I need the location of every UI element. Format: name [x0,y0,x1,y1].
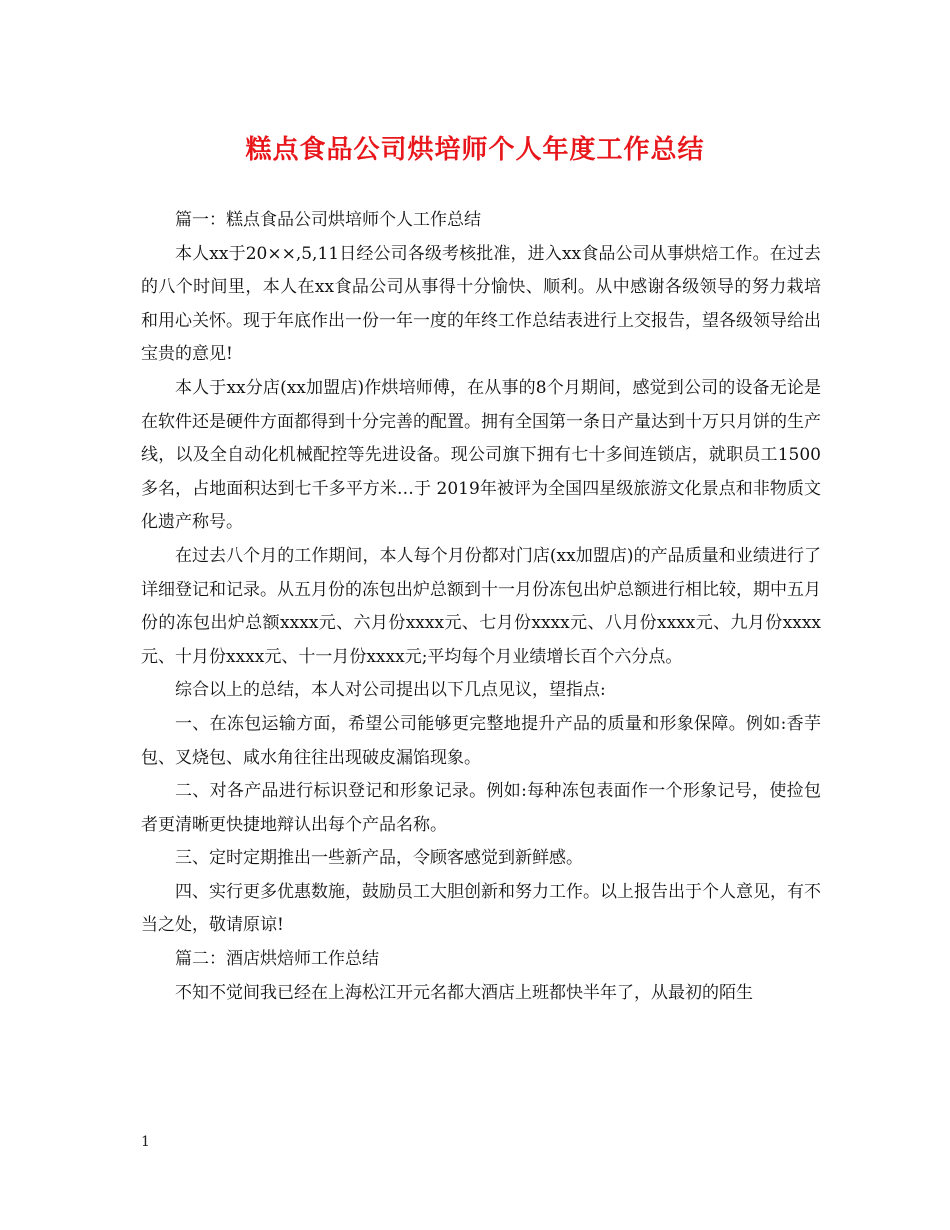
document-title: 糕点食品公司烘培师个人年度工作总结 [245,135,705,165]
suggestion-item: 二、对各产品进行标识登记和形象记录。例如:每种冻包表面作一个形象记号，使捡包者更清晰更快捷地辩认出每个产品名称。 [141,781,821,835]
section-heading-2: 篇二：酒店烘焙师工作总结 [175,949,379,970]
page-number: 1 [141,1134,150,1150]
paragraph: 在过去八个月的工作期间，本人每个月份都对门店(xx加盟店)的产品质量和业绩进行了详细登记和记录。从五月份的冻包出炉总额到十一月份冻包出炉总额进行相比较，期中五月份的冻包出炉总额xxxx元、六月份xxxx元、七月份xxxx元、八月份xxxx元、九月份xxxx元、十月份xxxx元、十一月份xxxx元;平均每个月业绩增长百个六分点。 [141,545,821,667]
suggestion-item: 一、在冻包运输方面，希望公司能够更完整地提升产品的质量和形象保障。例如:香芋包、叉烧包、咸水角往往出现破皮漏馅现象。 [141,713,821,768]
paragraph: 本人xx于20××,5,11日经公司各级考核批准，进入xx食品公司从事烘焙工作。在过去的八个时间里，本人在xx食品公司从事得十分愉快、顺利。从中感谢各级领导的努力栽培和用心关怀。现于年底作出一份一年一度的年终工作总结表进行上交报告，望各级领导给出宝贵的意见! [141,243,821,365]
section-heading-1: 篇一：糕点食品公司烘培师个人工作总结 [175,210,481,230]
paragraph: 本人于xx分店(xx加盟店)作烘培师傅，在从事的8个月期间，感觉到公司的设备无论是在软件还是硬件方面都得到十分完善的配置。拥有全国第一条日产量达到十万只月饼的生产线，以及全自动化机械配控等先进设备。现公司旗下拥有七十多间连锁店，就职员工1500多名，占地面积达到七千多平方米…于 2019年被评为全国四星级旅游文化景点和非物质文化遗产称号。 [141,377,821,533]
suggestion-item: 四、实行更多优惠数施，鼓励员工大胆创新和努力工作。以上报告出于个人意见，有不当之处，敬请原谅! [141,881,821,936]
paragraph: 综合以上的总结，本人对公司提出以下几点见议，望指点: [175,680,606,701]
suggestion-item: 三、定时定期推出一些新产品，令顾客感觉到新鲜感。 [175,848,583,869]
paragraph: 不知不觉间我已经在上海松江开元名都大酒店上班都快半年了，从最初的陌生 [175,982,753,1003]
document-body [141,204,821,1010]
